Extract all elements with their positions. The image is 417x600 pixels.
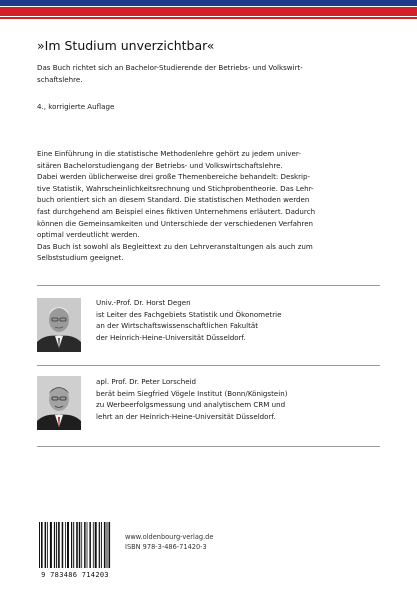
barcode-bar xyxy=(67,522,69,568)
description-line: Dabei werden üblicherweise drei große Themenbereiche behandelt: Deskrip- xyxy=(37,172,311,182)
author-bio-line: berät beim Siegfried Vögele Institut (Bonn/Königstein) xyxy=(96,388,288,398)
barcode-bar xyxy=(93,522,94,568)
author-bio-line: zu Werbeerfolgsmessung und analytischem CRM und xyxy=(96,400,286,410)
top-color-band xyxy=(0,0,417,22)
barcode-bar xyxy=(71,522,72,568)
barcode-bar xyxy=(45,522,47,568)
edition-label: 4., korrigierte Auflage xyxy=(37,102,115,111)
author-bio-line: apl. Prof. Dr. Peter Lorscheid xyxy=(96,377,197,386)
barcode-bar xyxy=(107,522,108,568)
top-band-blue-stripe xyxy=(0,0,417,6)
headline: »Im Studium unverzichtbar« xyxy=(37,38,215,53)
separator-line xyxy=(37,365,380,366)
description-text xyxy=(37,148,387,264)
barcode-bar xyxy=(62,522,64,568)
barcode-graphic xyxy=(33,520,117,572)
separator-line xyxy=(37,285,380,286)
isbn-barcode xyxy=(33,520,117,580)
barcode-bar xyxy=(101,522,102,568)
barcode-bar xyxy=(54,522,55,568)
barcode-bar xyxy=(76,522,78,568)
publisher-website: www.oldenbourg-verlag.de xyxy=(125,533,214,541)
barcode-digits: 9 783486 714203 xyxy=(41,571,109,579)
author-bio-degen xyxy=(96,297,386,343)
description-line: buch orientiert sich an diesem Standard. Die statistischen Methoden werden xyxy=(37,195,310,205)
description-line: optimal verdeutlicht werden. xyxy=(37,230,140,240)
barcode-bar xyxy=(50,522,52,568)
barcode-bar xyxy=(109,522,111,568)
author-photo-degen xyxy=(37,298,81,352)
author-bio-line: der Heinrich-Heine-Universität Düsseldorf. xyxy=(96,332,246,342)
barcode-bar xyxy=(104,522,106,568)
barcode-bar xyxy=(41,522,43,568)
barcode-bar xyxy=(79,522,81,568)
intro-line: schaftslehre. xyxy=(37,74,83,84)
barcode-bar xyxy=(56,522,57,568)
barcode-bar xyxy=(89,522,91,568)
author-bio-line: lehrt an der Heinrich-Heine-Universität Düsseldorf. xyxy=(96,411,276,421)
barcode-bar xyxy=(47,522,48,568)
barcode-bar xyxy=(73,522,74,568)
barcode-bar xyxy=(65,522,66,568)
barcode-bar xyxy=(81,522,82,568)
author-bio-line: ist Leiter des Fachgebiets Statistik und Ökonometrie xyxy=(96,309,282,319)
author-bio-line: Univ.-Prof. Dr. Horst Degen xyxy=(96,298,191,307)
author-bio-lorscheid xyxy=(96,376,386,422)
description-line: tive Statistik, Wahrscheinlichkeitsrechnung und Stichprobentheorie. Das Lehr- xyxy=(37,183,314,193)
description-line: Eine Einführung in die statistische Methodenlehre gehört zu jedem univer- xyxy=(37,149,301,158)
isbn-number: ISBN 978-3-486-71420-3 xyxy=(125,543,207,551)
barcode-bar xyxy=(87,522,88,568)
description-line: können die Gemeinsamkeiten und Unterschiede der verschiedenen Verfahren xyxy=(37,218,314,228)
description-line: sitären Bachelorstudiengang der Betriebs- und Volkswirtschaftslehre. xyxy=(37,160,283,170)
top-band-red-thin-stripe xyxy=(0,17,417,19)
barcode-bar xyxy=(58,522,60,568)
barcode-bar xyxy=(95,522,97,568)
barcode-bar xyxy=(39,522,40,568)
intro-text xyxy=(37,62,382,85)
description-line: Das Buch ist sowohl als Begleittext zu den Lehrveranstaltungen als auch zum xyxy=(37,241,313,251)
barcode-bar xyxy=(99,522,100,568)
author-photo-lorscheid xyxy=(37,376,81,430)
top-band-red-stripe xyxy=(0,7,417,16)
separator-line xyxy=(37,446,380,447)
barcode-bar xyxy=(84,522,86,568)
intro-line: Das Buch richtet sich an Bachelor-Studierende der Betriebs- und Volkswirt- xyxy=(37,63,303,72)
description-line: fast durchgehend am Beispiel eines fiktiven Unternehmens erläutert. Dadurch xyxy=(37,206,316,216)
author-bio-line: an der Wirtschaftswissenschaftlichen Fakultät xyxy=(96,321,259,331)
description-line: Selbststudium geeignet. xyxy=(37,253,124,263)
imprint-block xyxy=(125,532,213,552)
